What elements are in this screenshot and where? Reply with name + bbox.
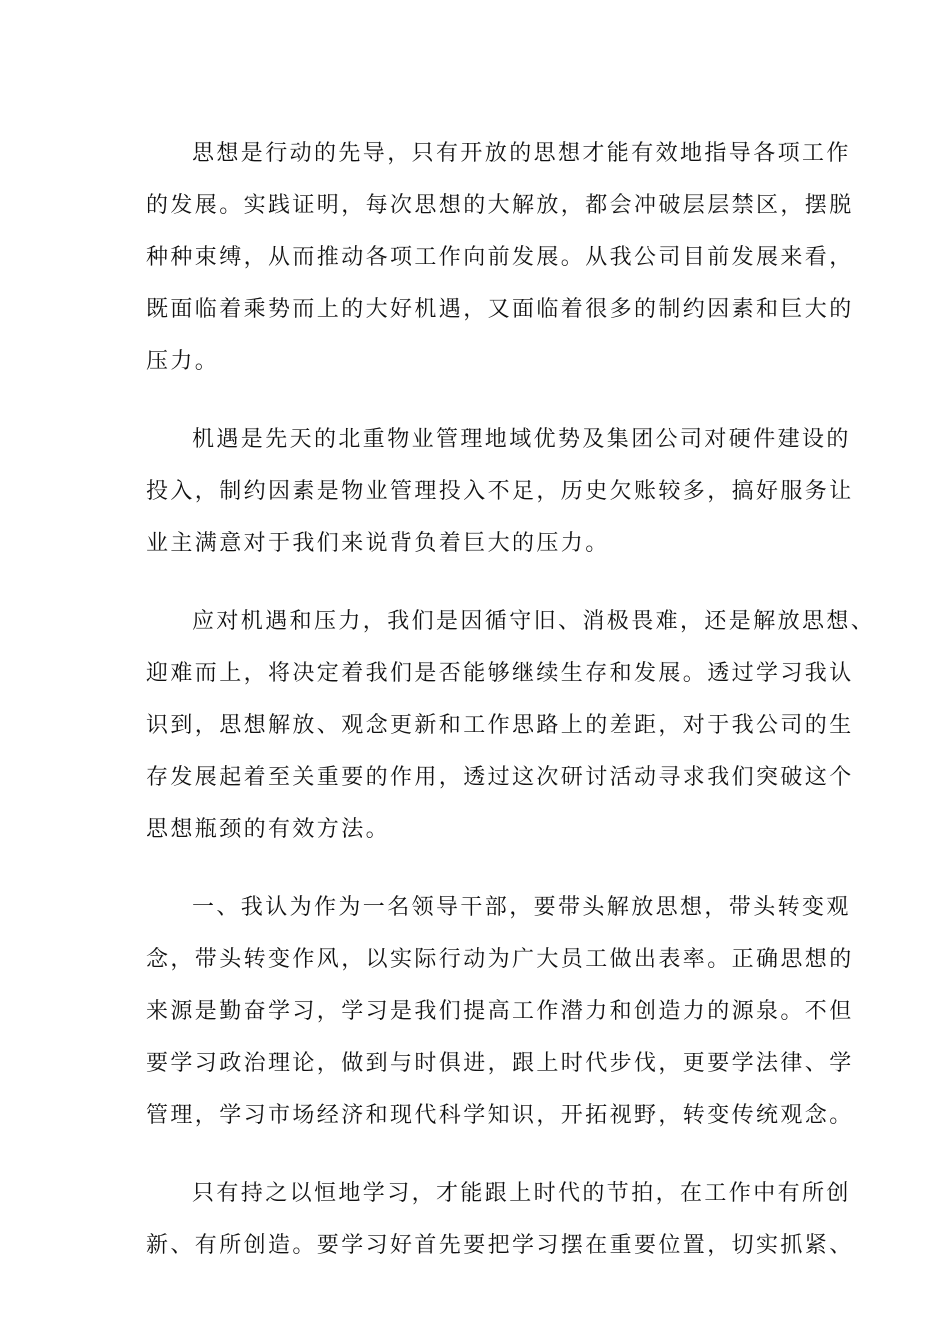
text-line: 种种束缚，从而推动各项工作向前发展。从我公司目前发展来看，	[146, 245, 854, 270]
paragraph	[146, 596, 876, 856]
text-line: 存发展起着至关重要的作用，透过这次研讨活动寻求我们突破这个	[146, 765, 854, 790]
text-line: 思想是行动的先导，只有开放的思想才能有效地指导各项工作	[192, 141, 851, 166]
paragraph	[146, 882, 854, 1142]
text-line: 迎难而上，将决定着我们是否能够继续生存和发展。透过学习我认	[146, 661, 854, 686]
text-line: 机遇是先天的北重物业管理地域优势及集团公司对硬件建设的	[192, 427, 851, 452]
text-line: 业主满意对于我们来说背负着巨大的压力。	[146, 531, 610, 556]
text-line: 念，带头转变作风，以实际行动为广大员工做出表率。正确思想的	[146, 947, 854, 972]
text-line: 压力。	[146, 349, 220, 374]
document-body	[146, 128, 876, 1298]
paragraph	[146, 414, 854, 570]
text-line: 一、我认为作为一名领导干部，要带头解放思想，带头转变观	[192, 895, 851, 920]
text-line: 新、有所创造。要学习好首先要把学习摆在重要位置，切实抓紧、	[146, 1233, 854, 1258]
text-line: 识到，思想解放、观念更新和工作思路上的差距，对于我公司的生	[146, 713, 854, 738]
paragraph	[146, 128, 854, 388]
text-line: 只有持之以恒地学习，才能跟上时代的节拍，在工作中有所创	[192, 1181, 851, 1206]
text-line: 管理，学习市场经济和现代科学知识，开拓视野，转变传统观念。	[146, 1103, 854, 1128]
text-line: 投入，制约因素是物业管理投入不足，历史欠账较多，搞好服务让	[146, 479, 854, 504]
text-line: 应对机遇和压力，我们是因循守旧、消极畏难，还是解放思想、	[192, 609, 876, 634]
text-line: 来源是勤奋学习，学习是我们提高工作潜力和创造力的源泉。不但	[146, 999, 854, 1024]
text-line: 既面临着乘势而上的大好机遇，又面临着很多的制约因素和巨大的	[146, 297, 854, 322]
text-line: 的发展。实践证明，每次思想的大解放，都会冲破层层禁区，摆脱	[146, 193, 854, 218]
paragraph	[146, 1168, 854, 1272]
text-line: 思想瓶颈的有效方法。	[146, 817, 391, 842]
text-line: 要学习政治理论，做到与时俱进，跟上时代步伐，更要学法律、学	[146, 1051, 854, 1076]
